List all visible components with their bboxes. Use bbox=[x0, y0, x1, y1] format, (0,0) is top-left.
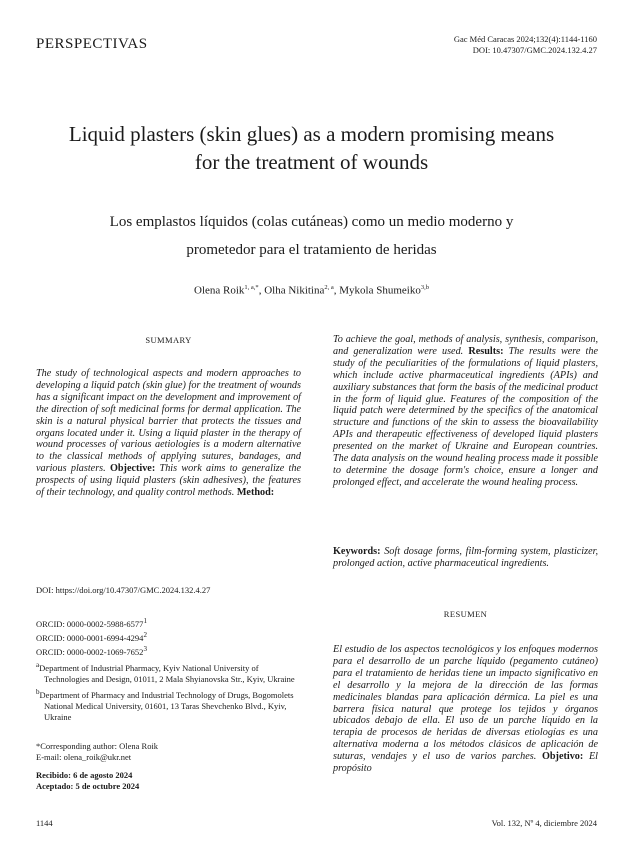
section-label: PERSPECTIVAS bbox=[36, 36, 148, 52]
objective-label: Objective: bbox=[109, 463, 156, 475]
page-number: 1144 bbox=[36, 818, 53, 828]
author-name: Olena Roik bbox=[194, 284, 245, 297]
orcid-item[interactable]: ORCID: 0000-0002-5988-6577$^1$ bbox=[36, 617, 147, 629]
keywords-text: Soft dosage forms, film-forming system, plasticizer, prolonged action, active pharmaceutical ingredients. bbox=[333, 546, 598, 569]
title-line: for the treatment of wounds bbox=[194, 150, 429, 174]
summary-continued bbox=[333, 334, 598, 489]
resumen-body: El estudio de los aspectos tecnológicos y los enfoques modernos para el desarrollo de un parche líquido (pegamento cutáneo) para el tratamiento de heridas tiene un impacto significativo en el desarrollo y la mejora de la dirección de las formas medicinales blandas para aplicación dérmica. La piel es una barrera física natural que protege los tejidos y órganos ubicados debajo de ella. El uso de un parche líquido en la terapia de procesos de heridas de diversas etiologías es una alternativa moderna a los métodos clásicos de aplicación de suturas, vendajes y el uso de varios parches. bbox=[333, 644, 598, 763]
resumen-heading: RESUMEN bbox=[443, 609, 488, 619]
method-text: To achieve the goal, methods of analysis, synthesis, comparison, and generalization were used. bbox=[333, 334, 598, 357]
objetivo-label: Objetivo: bbox=[541, 751, 584, 763]
journal-reference bbox=[454, 34, 597, 56]
subtitle-line: Los emplastos líquidos (colas cutáneas) como un medio moderno y bbox=[109, 214, 514, 230]
orcid-list bbox=[36, 616, 301, 657]
objetivo-text: El propósito bbox=[333, 751, 598, 775]
summary-text bbox=[36, 368, 301, 499]
affiliation-list bbox=[36, 660, 301, 725]
summary-heading: SUMMARY bbox=[145, 335, 192, 345]
orcid-item[interactable]: ORCID: 0000-0002-1069-7652$^3$ bbox=[36, 644, 147, 657]
author-affiliation-marker: 3,b bbox=[420, 284, 429, 291]
doi-link[interactable]: DOI: https://doi.org/10.47307/GMC.2024.132.4.27 bbox=[36, 585, 211, 595]
objective-text: This work aims to generalize the prospects of using liquid plasters (skin adhesives), the features of their technology, and quality control methods. bbox=[36, 463, 301, 499]
keywords bbox=[333, 546, 598, 570]
author-name: Mykola Shumeiko bbox=[339, 284, 421, 297]
corresponding-author bbox=[36, 741, 301, 763]
keywords-label: Keywords: bbox=[333, 546, 381, 557]
issue-info: Vol. 132, Nº 4, diciembre 2024 bbox=[491, 818, 597, 828]
corresponding-email[interactable]: E-mail: olena_roik@ukr.net bbox=[36, 752, 132, 762]
corresponding-name: *Corresponding author: Olena Roik bbox=[36, 741, 159, 751]
journal-citation: Gac Méd Caracas 2024;132(4):1144-1160 bbox=[453, 34, 597, 44]
author-affiliation-marker: 1, a,* bbox=[244, 284, 259, 291]
affiliation-item: $^a$Department of Industrial Pharmacy, Kyiv National University of Technologies and Design, 01011, 2 Mala Shyianovska Str., Kyiv, Ukraine bbox=[36, 661, 295, 684]
author-list: Olena Roik$^{1, a,*}$, Olha Nikitina$^{2, a}$, Mykola Shumeiko$^{3,b}$ bbox=[194, 284, 429, 297]
resumen-text bbox=[333, 644, 598, 775]
dates bbox=[36, 770, 301, 792]
journal-doi: DOI: 10.47307/GMC.2024.132.4.27 bbox=[472, 45, 597, 55]
orcid-item[interactable]: ORCID: 0000-0001-6994-4294$^2$ bbox=[36, 630, 147, 643]
article-subtitle bbox=[40, 208, 583, 264]
accepted-date: Aceptado: 5 de octubre 2024 bbox=[36, 781, 140, 791]
results-text: The results were the study of the peculiarities of the formulations of liquid plasters, which include active pharmaceutical ingredients (APIs) and auxiliary substances that form the basis of the medicinal product in the form of liquid glue. Features of the composition of the liquid patch were determined by the specifics of the anatomical structure and functions of the skin to assess the bioavailability APIs and therapeutic effectiveness of developed liquid plasters presented on the market of Ukraine and European countries. The data analysis on the wound healing process made it possible to determine the dosage form's choice, ensure a longer and prolonged effect, and accelerate the wound healing process. bbox=[333, 345, 599, 488]
title-line: Liquid plasters (skin glues) as a modern promising means bbox=[68, 122, 555, 146]
author-name: Olha Nikitina bbox=[264, 284, 325, 297]
received-date: Recibido: 6 de agosto 2024 bbox=[36, 770, 133, 780]
article-title bbox=[30, 120, 593, 176]
method-label: Method: bbox=[236, 487, 275, 499]
subtitle-line: prometedor para el tratamiento de heridas bbox=[186, 242, 437, 258]
affiliation-item: $^b$Department of Pharmacy and Industrial Technology of Drugs, Bogomolets National Medical University, 01601, 13 Taras Shevchenko Blvd., Kyiv, Ukraine bbox=[36, 687, 294, 722]
summary-body: The study of technological aspects and modern approaches to developing a liquid patch (skin glue) for the treatment of wounds has a significant impact on the development and improvement of the direction of soft medicinal forms for dermal application. The skin is a natural physical barrier that protects the tissues and organs located under it. Using a liquid plaster in the therapy of wound processes of various aetiologies is a modern alternative to the classical methods of applying sutures, bandages, and various plasters. bbox=[36, 368, 301, 475]
author-affiliation-marker: 2, a bbox=[324, 284, 334, 291]
results-label: Results: bbox=[468, 345, 504, 357]
